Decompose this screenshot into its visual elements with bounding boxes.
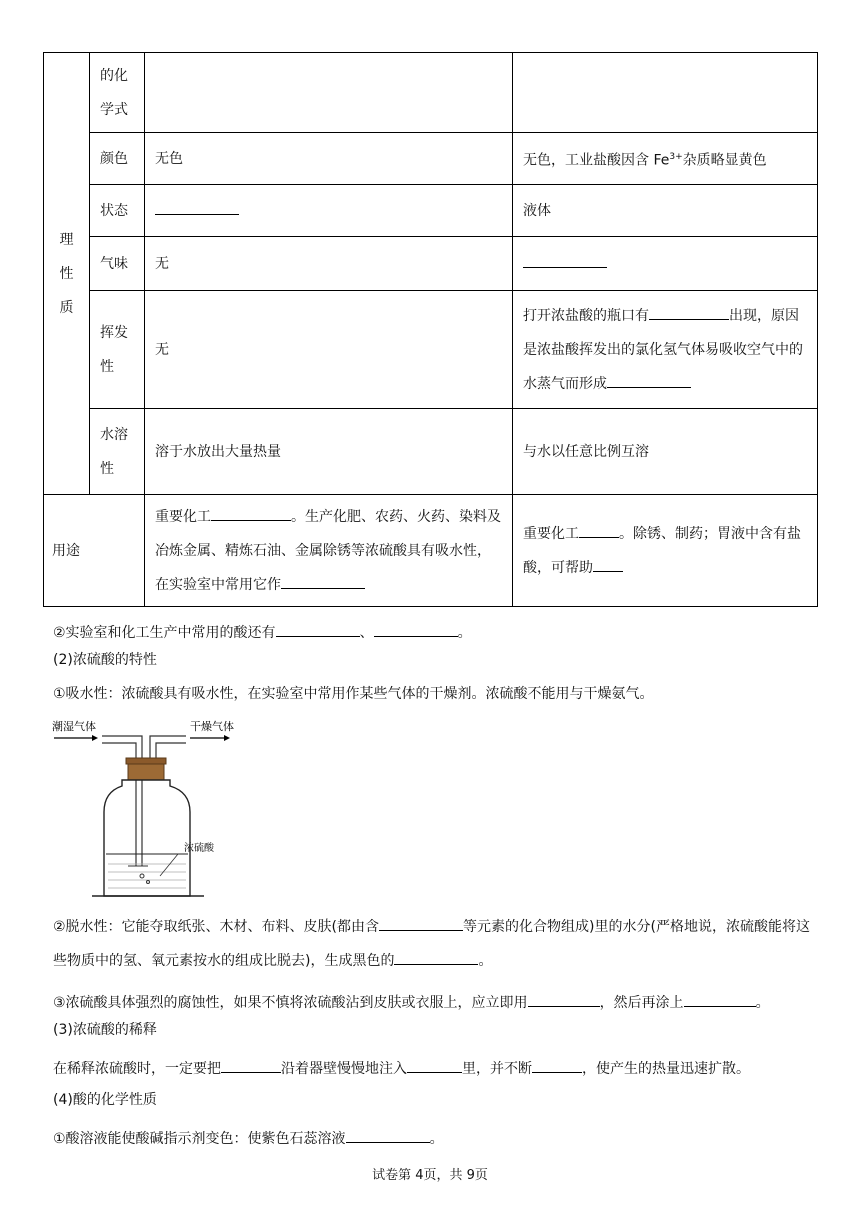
section-title: (2)浓硫酸的特性 bbox=[53, 652, 157, 668]
hcl-color: 无色，工业盐酸因含 $Fe^{3+}$杂质略显黄色 bbox=[513, 133, 818, 185]
answer-blank[interactable] bbox=[211, 502, 291, 521]
answer-blank[interactable] bbox=[579, 519, 619, 538]
answer-blank[interactable] bbox=[155, 196, 239, 215]
table-row bbox=[44, 133, 818, 185]
absorbent-line: ①吸水性：浓硫酸具有吸水性，在实验室中常用作某些气体的干燥剂。浓硫酸不能用与干燥氨气。 bbox=[53, 686, 654, 702]
hcl-formula-cell bbox=[513, 53, 818, 133]
acid-properties-table bbox=[43, 52, 818, 607]
answer-blank[interactable] bbox=[379, 912, 463, 931]
prop-formula: 的化学式 bbox=[90, 53, 145, 133]
answer-blank[interactable] bbox=[593, 553, 623, 572]
prop-state: 状态 bbox=[90, 185, 145, 237]
answer-blank[interactable] bbox=[346, 1124, 430, 1143]
answer-blank[interactable] bbox=[281, 570, 365, 589]
prop-solubility: 水溶性 bbox=[90, 409, 145, 495]
other-acids-line: ②实验室和化工生产中常用的酸还有 、 。 bbox=[53, 618, 472, 643]
answer-blank[interactable] bbox=[607, 369, 691, 388]
h2so4-volatility: 无 bbox=[145, 291, 513, 409]
dilution-line: 在稀释浓硫酸时，一定要把 沿着器壁慢慢地注入 里，并不断 ，使产生的热量迅速扩散。 bbox=[53, 1054, 750, 1079]
outlet-label: 干燥气体 bbox=[190, 720, 234, 733]
section-title: (3)浓硫酸的稀释 bbox=[53, 1022, 157, 1038]
table-row bbox=[44, 409, 818, 495]
prop-odor: 气味 bbox=[90, 237, 145, 291]
prop-color: 颜色 bbox=[90, 133, 145, 185]
page-footer: 试卷第 4页，共 9页 bbox=[372, 1168, 488, 1183]
indicator-line: ①酸溶液能使酸碱指示剂变色：使紫色石蕊溶液 。 bbox=[53, 1124, 444, 1149]
answer-blank[interactable] bbox=[528, 988, 600, 1007]
table-row bbox=[44, 237, 818, 291]
h2so4-odor: 无 bbox=[145, 237, 513, 291]
hcl-volatility: 打开浓盐酸的瓶口有 出现，原因是浓盐酸挥发出的氯化氢气体易吸收空气中的水蒸气而形成 bbox=[513, 291, 818, 409]
hcl-state: 液体 bbox=[513, 185, 818, 237]
prop-volatility: 挥发性 bbox=[90, 291, 145, 409]
h2so4-solubility: 溶于水放出大量热量 bbox=[145, 409, 513, 495]
category-physical-properties: 理 性 质 bbox=[44, 53, 90, 495]
hcl-uses: 重要化工 。除锈、制药；胃液中含有盐酸，可帮助 bbox=[513, 495, 818, 607]
corrosiveness-line: ③浓硫酸具体强烈的腐蚀性，如果不慎将浓硫酸沾到皮肤或衣服上，应立即用 ，然后再涂上 。 bbox=[53, 988, 770, 1013]
inlet-label: 潮湿气体 bbox=[52, 720, 96, 733]
answer-blank[interactable] bbox=[532, 1054, 582, 1073]
table-row bbox=[44, 291, 818, 409]
gas-drying-bottle-figure bbox=[52, 716, 252, 902]
h2so4-formula-cell bbox=[145, 53, 513, 133]
table-row bbox=[44, 185, 818, 237]
answer-blank[interactable] bbox=[276, 618, 360, 637]
table-row bbox=[44, 53, 818, 133]
answer-blank[interactable] bbox=[407, 1054, 462, 1073]
hcl-solubility: 与水以任意比例互溶 bbox=[513, 409, 818, 495]
category-uses: 用途 bbox=[44, 495, 145, 607]
h2so4-color: 无色 bbox=[145, 133, 513, 185]
h2so4-uses: 重要化工 。生产化肥、农药、火药、染料及冶炼金属、精炼石油、金属除锈等浓硫酸具有吸水性，在实验室中常用它作 bbox=[145, 495, 513, 607]
answer-blank[interactable] bbox=[523, 249, 607, 268]
answer-blank[interactable] bbox=[394, 946, 478, 965]
acid-label: 浓硫酸 bbox=[184, 843, 214, 854]
hcl-odor bbox=[513, 237, 818, 291]
table-row bbox=[44, 495, 818, 607]
answer-blank[interactable] bbox=[221, 1054, 281, 1073]
h2so4-state bbox=[145, 185, 513, 237]
dehydration-paragraph: ②脱水性：它能夺取纸张、木材、布料、皮肤(都由含 等元素的化合物组成)里的水分(严格地说，浓硫酸能将这些物质中的氢、氧元素按水的组成比脱去)，生成黑色的 。 bbox=[53, 910, 818, 978]
answer-blank[interactable] bbox=[684, 988, 756, 1007]
answer-blank[interactable] bbox=[374, 618, 458, 637]
section-title: (4)酸的化学性质 bbox=[53, 1092, 157, 1108]
answer-blank[interactable] bbox=[649, 301, 729, 320]
